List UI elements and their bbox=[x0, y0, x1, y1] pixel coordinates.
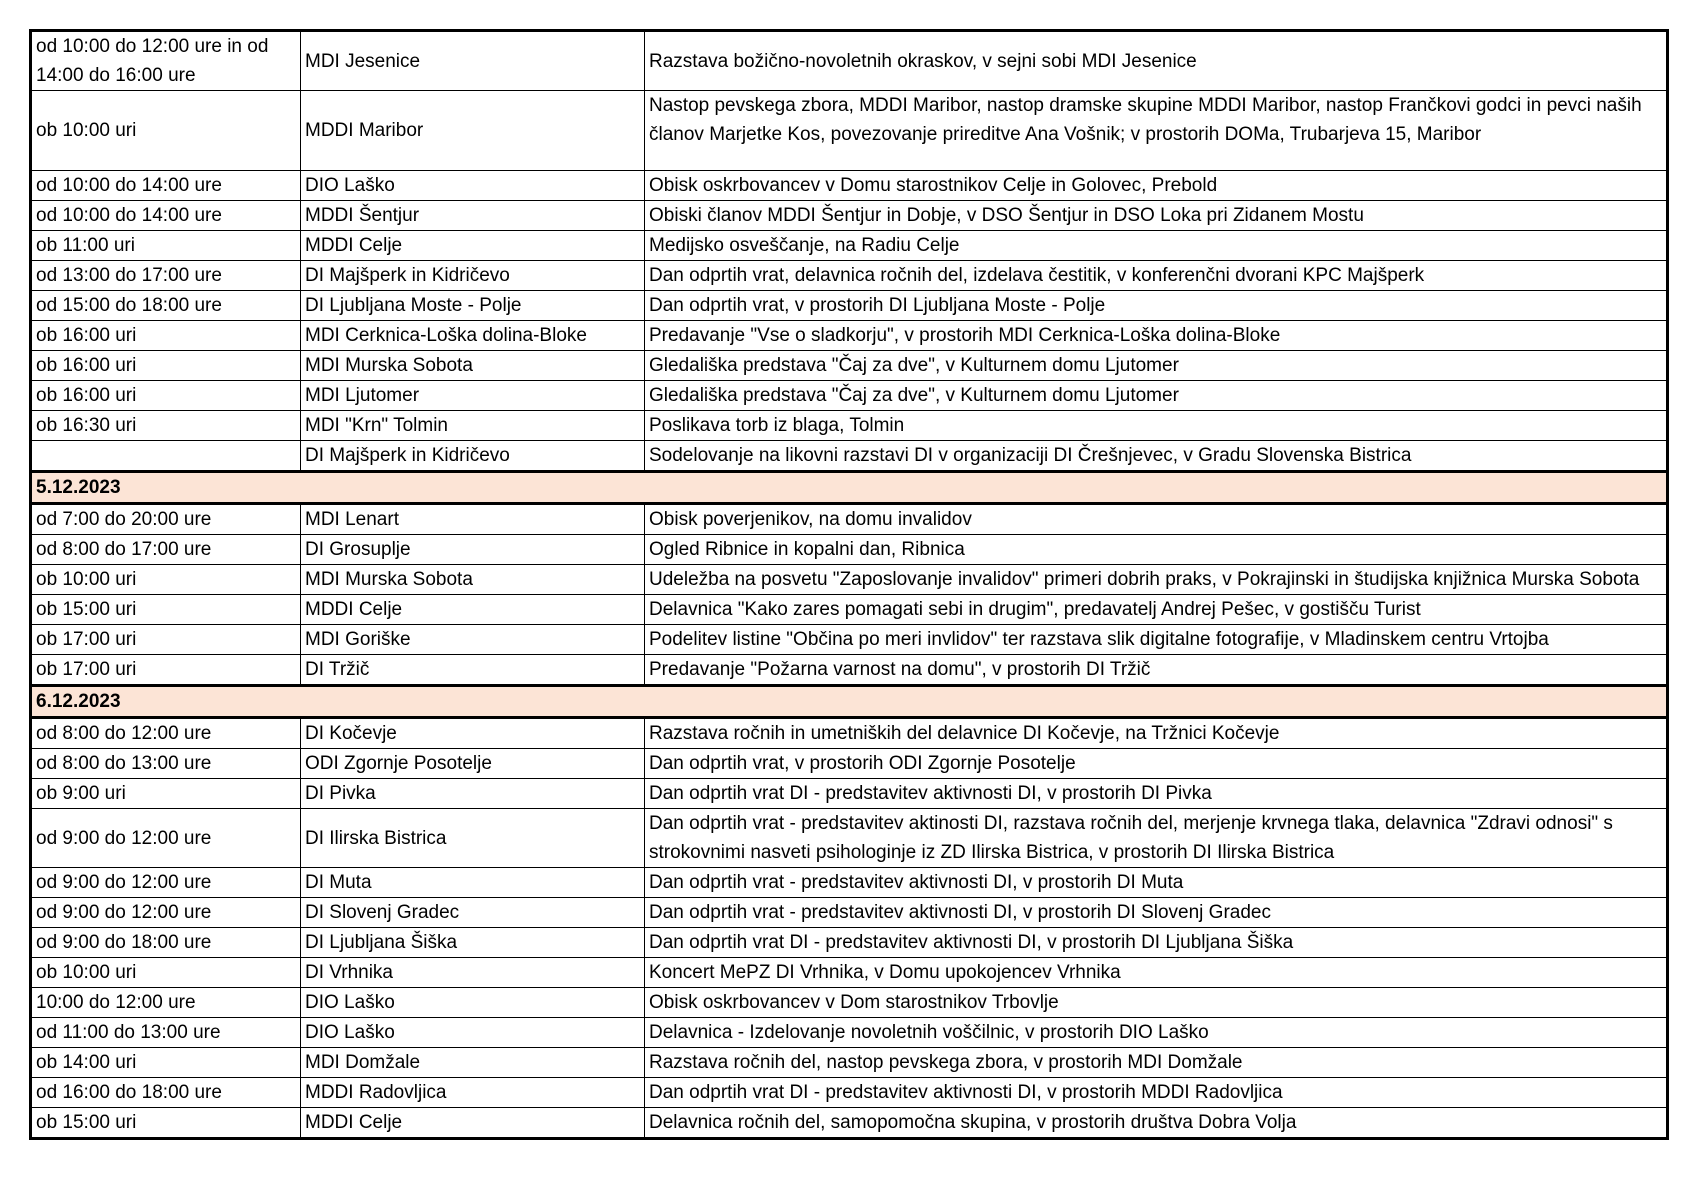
event-time: ob 17:00 uri bbox=[31, 625, 301, 655]
event-organizer: MDI "Krn" Tolmin bbox=[301, 411, 645, 441]
event-time: od 7:00 do 20:00 ure bbox=[31, 504, 301, 535]
event-organizer: DI Slovenj Gradec bbox=[301, 898, 645, 928]
event-time: od 10:00 do 12:00 ure in od 14:00 do 16:00 ure bbox=[31, 31, 301, 91]
event-organizer: DI Majšperk in Kidričevo bbox=[301, 261, 645, 291]
event-time: ob 10:00 uri bbox=[31, 565, 301, 595]
event-row bbox=[31, 1018, 1668, 1048]
event-time: od 11:00 do 13:00 ure bbox=[31, 1018, 301, 1048]
event-description: Obisk oskrbovancev v Domu starostnikov Celje in Golovec, Prebold bbox=[645, 171, 1668, 201]
event-time: ob 10:00 uri bbox=[31, 91, 301, 171]
event-row bbox=[31, 351, 1668, 381]
event-description: Poslikava torb iz blaga, Tolmin bbox=[645, 411, 1668, 441]
event-description: Medijsko osveščanje, na Radiu Celje bbox=[645, 231, 1668, 261]
event-time: ob 15:00 uri bbox=[31, 1108, 301, 1139]
event-description: Delavnica "Kako zares pomagati sebi in drugim", predavatelj Andrej Pešec, v gostišču Turist bbox=[645, 595, 1668, 625]
event-description: Dan odprtih vrat - predstavitev aktinosti DI, razstava ročnih del, merjenje krvnega tlaka, delavnica "Zdravi odnosi" s strokovnimi nasveti psihologinje iz ZD Ilirska Bistrica, v prostorih DI Ilirska Bistrica bbox=[645, 809, 1668, 868]
event-row bbox=[31, 868, 1668, 898]
event-organizer: DIO Laško bbox=[301, 988, 645, 1018]
event-time: ob 16:00 uri bbox=[31, 321, 301, 351]
event-row bbox=[31, 441, 1668, 472]
event-description: Gledališka predstava "Čaj za dve", v Kulturnem domu Ljutomer bbox=[645, 381, 1668, 411]
event-organizer: DIO Laško bbox=[301, 1018, 645, 1048]
event-description: Nastop pevskega zbora, MDDI Maribor, nastop dramske skupine MDDI Maribor, nastop Frančkovi godci in pevci naših članov Marjetke Kos, povezovanje prireditve Ana Vošnik; v prostorih DOMa, Trubarjeva 15, Maribor bbox=[645, 91, 1668, 171]
event-description: Dan odprtih vrat, v prostorih ODI Zgornje Posotelje bbox=[645, 749, 1668, 779]
event-organizer: MDI Domžale bbox=[301, 1048, 645, 1078]
events-table bbox=[29, 29, 1669, 1140]
event-organizer: ODI Zgornje Posotelje bbox=[301, 749, 645, 779]
event-time bbox=[31, 441, 301, 472]
event-row bbox=[31, 31, 1668, 91]
event-organizer: MDDI Celje bbox=[301, 1108, 645, 1139]
event-row bbox=[31, 958, 1668, 988]
event-organizer: MDI Ljutomer bbox=[301, 381, 645, 411]
event-description: Obisk poverjenikov, na domu invalidov bbox=[645, 504, 1668, 535]
event-row bbox=[31, 809, 1668, 868]
event-description: Dan odprtih vrat DI - predstavitev aktivnosti DI, v prostorih DI Pivka bbox=[645, 779, 1668, 809]
event-time: ob 17:00 uri bbox=[31, 655, 301, 686]
event-row bbox=[31, 171, 1668, 201]
event-row bbox=[31, 1108, 1668, 1139]
event-time: od 13:00 do 17:00 ure bbox=[31, 261, 301, 291]
event-row bbox=[31, 625, 1668, 655]
event-time: ob 10:00 uri bbox=[31, 958, 301, 988]
event-time: od 9:00 do 12:00 ure bbox=[31, 898, 301, 928]
event-description: Dan odprtih vrat, v prostorih DI Ljubljana Moste - Polje bbox=[645, 291, 1668, 321]
event-organizer: MDDI Šentjur bbox=[301, 201, 645, 231]
event-row bbox=[31, 504, 1668, 535]
event-time: ob 15:00 uri bbox=[31, 595, 301, 625]
event-time: ob 11:00 uri bbox=[31, 231, 301, 261]
event-organizer: DI Majšperk in Kidričevo bbox=[301, 441, 645, 472]
event-row bbox=[31, 655, 1668, 686]
event-time: od 9:00 do 18:00 ure bbox=[31, 928, 301, 958]
event-row bbox=[31, 321, 1668, 351]
event-row bbox=[31, 595, 1668, 625]
event-description: Koncert MePZ DI Vrhnika, v Domu upokojencev Vrhnika bbox=[645, 958, 1668, 988]
event-description: Razstava ročnih del, nastop pevskega zbora, v prostorih MDI Domžale bbox=[645, 1048, 1668, 1078]
date-header-row bbox=[31, 686, 1668, 718]
event-description: Gledališka predstava "Čaj za dve", v Kulturnem domu Ljutomer bbox=[645, 351, 1668, 381]
events-table-body bbox=[31, 31, 1668, 1139]
event-row bbox=[31, 261, 1668, 291]
event-organizer: MDI Murska Sobota bbox=[301, 351, 645, 381]
event-time: od 8:00 do 12:00 ure bbox=[31, 718, 301, 749]
event-row bbox=[31, 928, 1668, 958]
event-time: od 16:00 do 18:00 ure bbox=[31, 1078, 301, 1108]
event-organizer: MDDI Celje bbox=[301, 231, 645, 261]
event-row bbox=[31, 779, 1668, 809]
event-row bbox=[31, 91, 1668, 171]
event-row bbox=[31, 1048, 1668, 1078]
event-organizer: DI Muta bbox=[301, 868, 645, 898]
event-organizer: MDDI Maribor bbox=[301, 91, 645, 171]
event-time: 10:00 do 12:00 ure bbox=[31, 988, 301, 1018]
event-row bbox=[31, 201, 1668, 231]
event-row bbox=[31, 898, 1668, 928]
event-organizer: DI Vrhnika bbox=[301, 958, 645, 988]
event-organizer: MDI Jesenice bbox=[301, 31, 645, 91]
event-time: od 8:00 do 13:00 ure bbox=[31, 749, 301, 779]
event-description: Delavnica ročnih del, samopomočna skupina, v prostorih društva Dobra Volja bbox=[645, 1108, 1668, 1139]
event-row bbox=[31, 411, 1668, 441]
event-description: Dan odprtih vrat - predstavitev aktivnosti DI, v prostorih DI Slovenj Gradec bbox=[645, 898, 1668, 928]
event-time: od 9:00 do 12:00 ure bbox=[31, 809, 301, 868]
event-organizer: MDI Goriške bbox=[301, 625, 645, 655]
event-time: od 15:00 do 18:00 ure bbox=[31, 291, 301, 321]
event-description: Ogled Ribnice in kopalni dan, Ribnica bbox=[645, 535, 1668, 565]
event-description: Obisk oskrbovancev v Dom starostnikov Trbovlje bbox=[645, 988, 1668, 1018]
event-row bbox=[31, 565, 1668, 595]
event-description: Predavanje "Vse o sladkorju", v prostorih MDI Cerknica-Loška dolina-Bloke bbox=[645, 321, 1668, 351]
event-organizer: MDI Cerknica-Loška dolina-Bloke bbox=[301, 321, 645, 351]
event-row bbox=[31, 535, 1668, 565]
event-description: Obiski članov MDDI Šentjur in Dobje, v DSO Šentjur in DSO Loka pri Zidanem Mostu bbox=[645, 201, 1668, 231]
event-row bbox=[31, 231, 1668, 261]
event-organizer: DI Kočevje bbox=[301, 718, 645, 749]
event-organizer: DI Ilirska Bistrica bbox=[301, 809, 645, 868]
date-header: 6.12.2023 bbox=[31, 686, 1668, 718]
event-organizer: MDI Lenart bbox=[301, 504, 645, 535]
event-time: ob 16:00 uri bbox=[31, 381, 301, 411]
event-row bbox=[31, 381, 1668, 411]
event-row bbox=[31, 718, 1668, 749]
event-organizer: DI Pivka bbox=[301, 779, 645, 809]
event-time: od 9:00 do 12:00 ure bbox=[31, 868, 301, 898]
event-organizer: DI Grosuplje bbox=[301, 535, 645, 565]
date-header: 5.12.2023 bbox=[31, 472, 1668, 504]
event-description: Sodelovanje na likovni razstavi DI v organizaciji DI Črešnjevec, v Gradu Slovenska Bistrica bbox=[645, 441, 1668, 472]
event-organizer: MDDI Radovljica bbox=[301, 1078, 645, 1108]
event-organizer: DI Tržič bbox=[301, 655, 645, 686]
event-description: Razstava ročnih in umetniških del delavnice DI Kočevje, na Tržnici Kočevje bbox=[645, 718, 1668, 749]
event-description: Dan odprtih vrat DI - predstavitev aktivnosti DI, v prostorih DI Ljubljana Šiška bbox=[645, 928, 1668, 958]
event-organizer: DI Ljubljana Šiška bbox=[301, 928, 645, 958]
event-organizer: MDDI Celje bbox=[301, 595, 645, 625]
event-description: Dan odprtih vrat - predstavitev aktivnosti DI, v prostorih DI Muta bbox=[645, 868, 1668, 898]
event-description: Razstava božično-novoletnih okraskov, v sejni sobi MDI Jesenice bbox=[645, 31, 1668, 91]
event-organizer: MDI Murska Sobota bbox=[301, 565, 645, 595]
event-time: ob 14:00 uri bbox=[31, 1048, 301, 1078]
event-row bbox=[31, 988, 1668, 1018]
event-description: Dan odprtih vrat, delavnica ročnih del, izdelava čestitik, v konferenčni dvorani KPC Majšperk bbox=[645, 261, 1668, 291]
event-time: od 10:00 do 14:00 ure bbox=[31, 201, 301, 231]
event-time: ob 16:00 uri bbox=[31, 351, 301, 381]
event-description: Udeležba na posvetu "Zaposlovanje invalidov" primeri dobrih praks, v Pokrajinski in študijska knjižnica Murska Sobota bbox=[645, 565, 1668, 595]
event-description: Predavanje "Požarna varnost na domu", v prostorih DI Tržič bbox=[645, 655, 1668, 686]
event-description: Delavnica - Izdelovanje novoletnih voščilnic, v prostorih DIO Laško bbox=[645, 1018, 1668, 1048]
event-organizer: DI Ljubljana Moste - Polje bbox=[301, 291, 645, 321]
event-organizer: DIO Laško bbox=[301, 171, 645, 201]
event-time: od 8:00 do 17:00 ure bbox=[31, 535, 301, 565]
event-description: Dan odprtih vrat DI - predstavitev aktivnosti DI, v prostorih MDDI Radovljica bbox=[645, 1078, 1668, 1108]
event-time: ob 9:00 uri bbox=[31, 779, 301, 809]
event-time: ob 16:30 uri bbox=[31, 411, 301, 441]
event-description: Podelitev listine "Občina po meri invlidov" ter razstava slik digitalne fotografije, v Mladinskem centru Vrtojba bbox=[645, 625, 1668, 655]
event-time: od 10:00 do 14:00 ure bbox=[31, 171, 301, 201]
date-header-row bbox=[31, 472, 1668, 504]
event-row bbox=[31, 1078, 1668, 1108]
event-row bbox=[31, 291, 1668, 321]
event-row bbox=[31, 749, 1668, 779]
